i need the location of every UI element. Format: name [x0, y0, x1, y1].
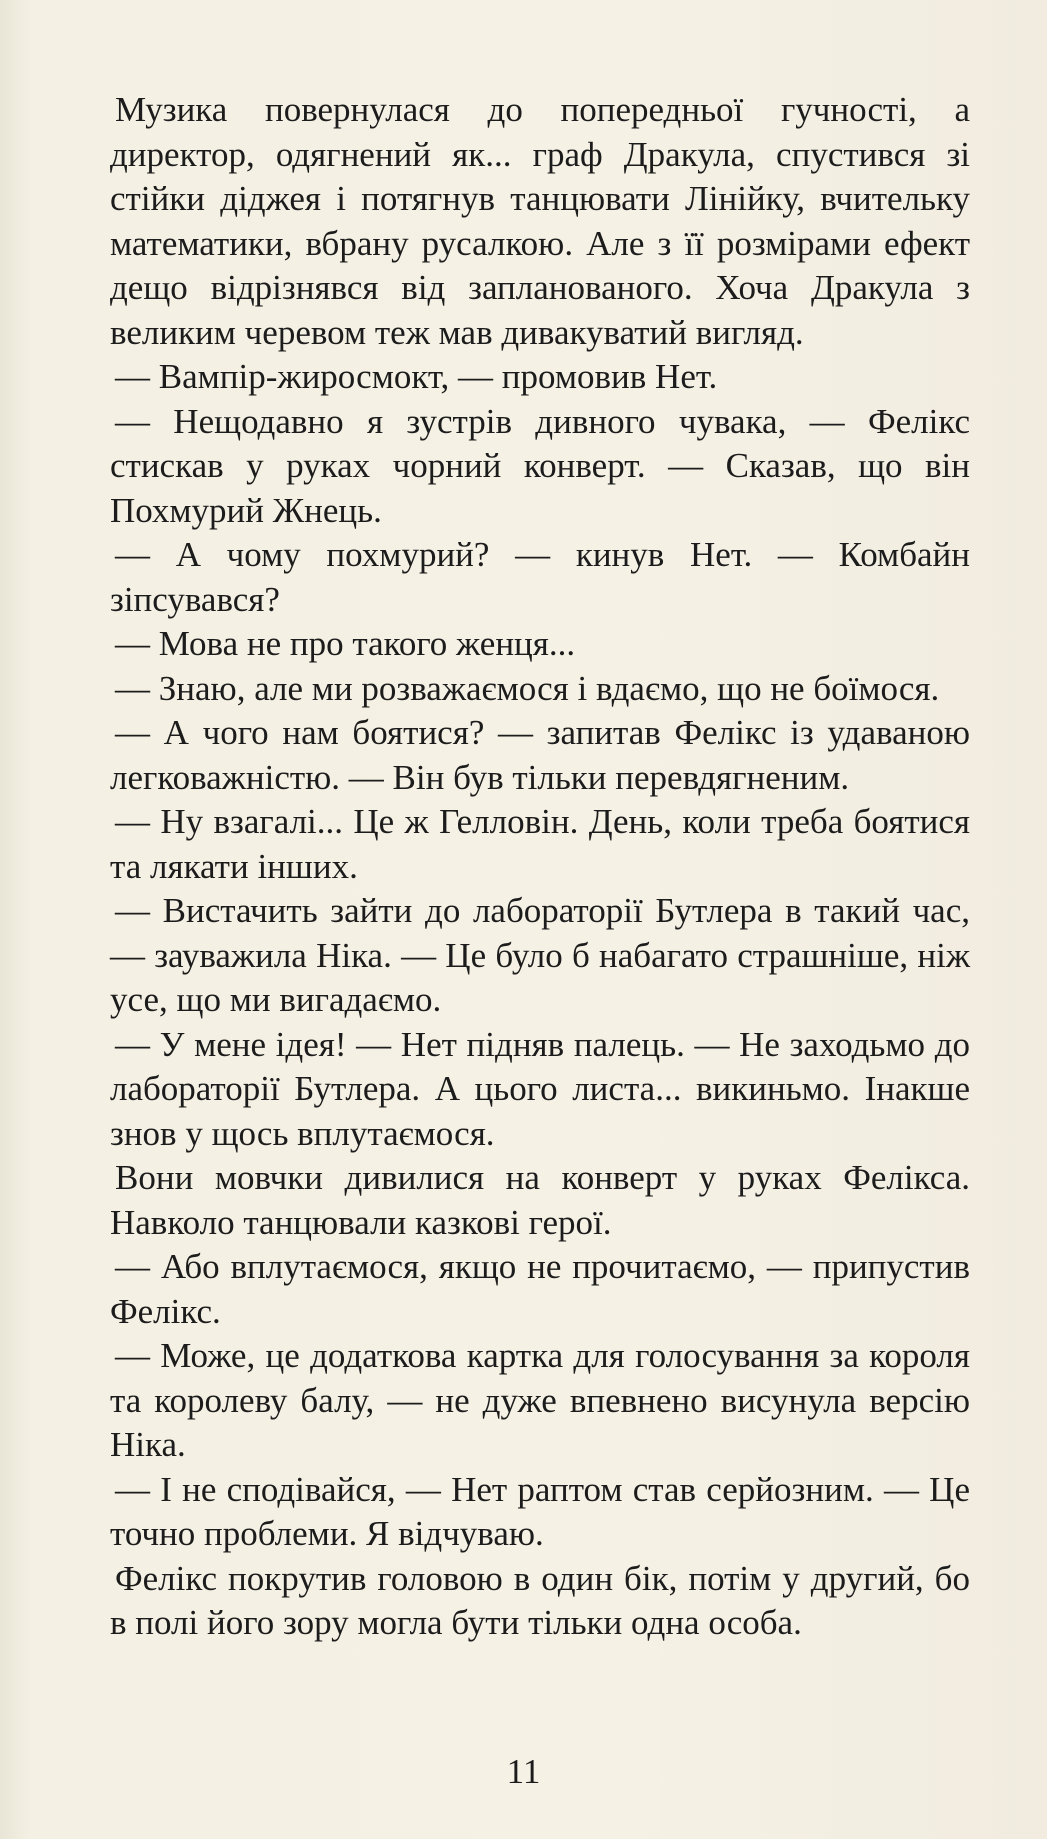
paragraph: — Мова не про такого женця... [115, 624, 576, 663]
body-text [110, 88, 970, 1646]
paragraph: — Може, це додаткова картка для голосування за короля та королеву балу, — не дуже впевнено висунула версію Ніка. [110, 1336, 970, 1464]
paragraph: Фелікс покрутив головою в один бік, потім у другий, бо в полі його зору могла бути тільки одна особа. [110, 1558, 970, 1642]
paragraph: — Вампір-жиросмокт, — промовив Нет. [115, 357, 718, 396]
paragraph: — Знаю, але ми розважаємося і вдаємо, що не боїмося. [115, 668, 940, 708]
paragraph: Музика повернулася до попередньої гучності, а директор, одягнений як... граф Дракула, спустився зі стійки діджея і потягнув танцювати Лінійку, вчительку математики, вбрану русалкою. Але з її розмірами ефект дещо відрізнявся від запланованого. Хоча Дракула з великим черевом теж мав дивакуватий вигляд. [110, 90, 970, 352]
page-number: 11 [506, 1752, 541, 1791]
paragraph: Вони мовчки дивилися на конверт у руках Фелікса. Навколо танцювали казкові герої. [110, 1158, 970, 1242]
paragraph: — У мене ідея! — Нет підняв палець. — Не заходьмо до лабораторії Бутлера. А цього листа... викиньмо. Інакше знов у щось вплутаємося. [110, 1024, 970, 1153]
paragraph: — Або вплутаємося, якщо не прочитаємо, — припустив Фелікс. [110, 1247, 970, 1331]
paragraph: — А чого нам боятися? — запитав Фелікс із удаваною легковажністю. — Він був тільки перевдягненим. [110, 713, 970, 797]
paragraph: — А чому похмурий? — кинув Нет. — Комбайн зіпсувався? [110, 535, 970, 619]
paragraph: — І не сподівайся, — Нет раптом став серйозним. — Це точно проблеми. Я відчуваю. [110, 1469, 970, 1553]
paragraph: — Ну взагалі... Це ж Гелловін. День, коли треба боятися та лякати інших. [110, 802, 970, 886]
paragraph: — Вистачить зайти до лабораторії Бутлера в такий час, — зауважила Ніка. — Це було б набагато страшніше, ніж усе, що ми вигадаємо. [110, 891, 970, 1019]
paragraph: — Нещодавно я зустрів дивного чувака, — Фелікс стискав у руках чорний конверт. — Сказав, що він Похмурий Жнець. [110, 401, 970, 530]
